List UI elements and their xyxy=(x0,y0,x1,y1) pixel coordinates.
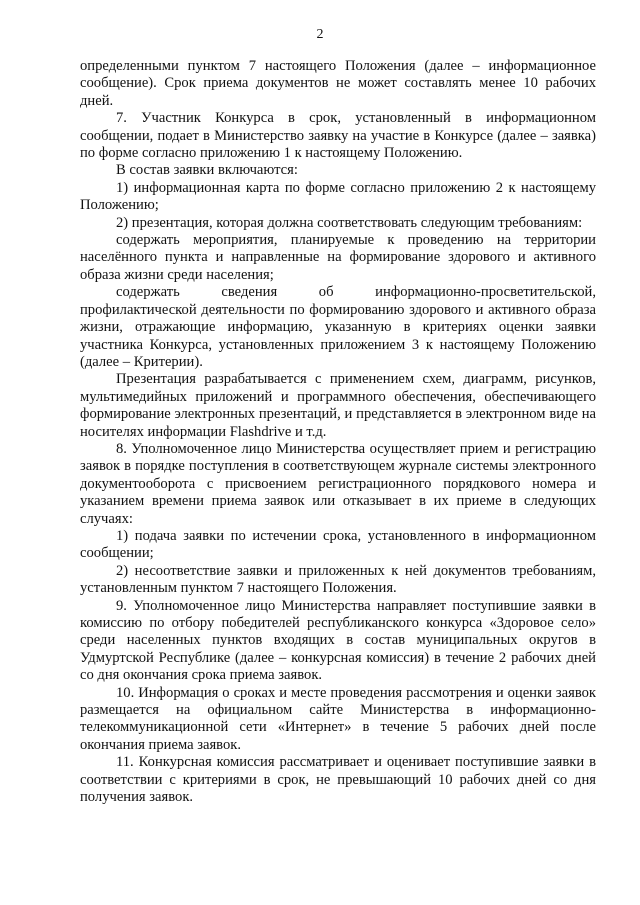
document-body xyxy=(80,58,596,806)
paragraph: 2) презентация, которая должна соответствовать следующим требованиям: xyxy=(116,214,583,231)
paragraph: 11. Конкурсная комиссия рассматривает и оценивает поступившие заявки в соответствии с критериями в срок, не превышающий 10 рабочих дней со дня получения заявок. xyxy=(80,754,596,806)
paragraph: Презентация разрабатывается с применением схем, диаграмм, рисунков, мультимедийных приложений и программного обеспечения, обеспечивающего формирование электронных презентаций, и представляется в электронном виде на носителях информации Flashdrive и т.д. xyxy=(80,371,596,440)
paragraph: 1) информационная карта по форме согласно приложению 2 к настоящему Положению; xyxy=(80,179,596,214)
paragraph: 10. Информация о сроках и месте проведения рассмотрения и оценки заявок размещается на официальном сайте Министерства в информационно-телекоммуникационной сети «Интернет» в течение 5 рабочих дней после окончания приема заявок. xyxy=(80,684,596,753)
paragraph: определенными пунктом 7 настоящего Положения (далее – информационное сообщение). Срок приема документов не может составлять менее 10 рабочих дней. xyxy=(80,58,596,109)
paragraph: 9. Уполномоченное лицо Министерства направляет поступившие заявки в комиссию по отбору победителей республиканского конкурса «Здоровое село» среди населенных пунктов входящих в состав муниципальных округов в Удмуртской Республике (далее – конкурсная комиссия) в течение 2 рабочих дней со дня окончания срока приема заявок. xyxy=(80,597,596,684)
paragraph: В состав заявки включаются: xyxy=(116,162,298,179)
paragraph: 7. Участник Конкурса в срок, установленный в информационном сообщении, подает в Министерство заявку на участие в Конкурсе (далее – заявка) по форме согласно приложению 1 к настоящему Положению. xyxy=(80,110,596,162)
paragraph: 2) несоответствие заявки и приложенных к ней документов требованиям, установленным пунктом 7 настоящего Положения. xyxy=(80,562,596,597)
paragraph: 8. Уполномоченное лицо Министерства осуществляет прием и регистрацию заявок в порядке поступления в соответствующем журнале системы электронного документооборота с присвоением регистрационного порядкового номера и указанием времени приема заявок или отказывает в их приеме в следующих случаях: xyxy=(80,440,596,527)
page-number: 2 xyxy=(316,27,324,42)
paragraph: 1) подача заявки по истечении срока, установленного в информационном сообщении; xyxy=(80,527,596,562)
paragraph: содержать мероприятия, планируемые к проведению на территории населённого пункта и направленные на формирование здорового и активного образа жизни среди населения; xyxy=(80,232,596,283)
paragraph: содержать сведения об информационно-просветительской, профилактической деятельности по формированию здорового и активного образа жизни, отражающие информацию, указанную в критериях оценки заявки участника Конкурса, установленных приложением 3 к настоящему Положению (далее – Критерии). xyxy=(80,284,596,370)
